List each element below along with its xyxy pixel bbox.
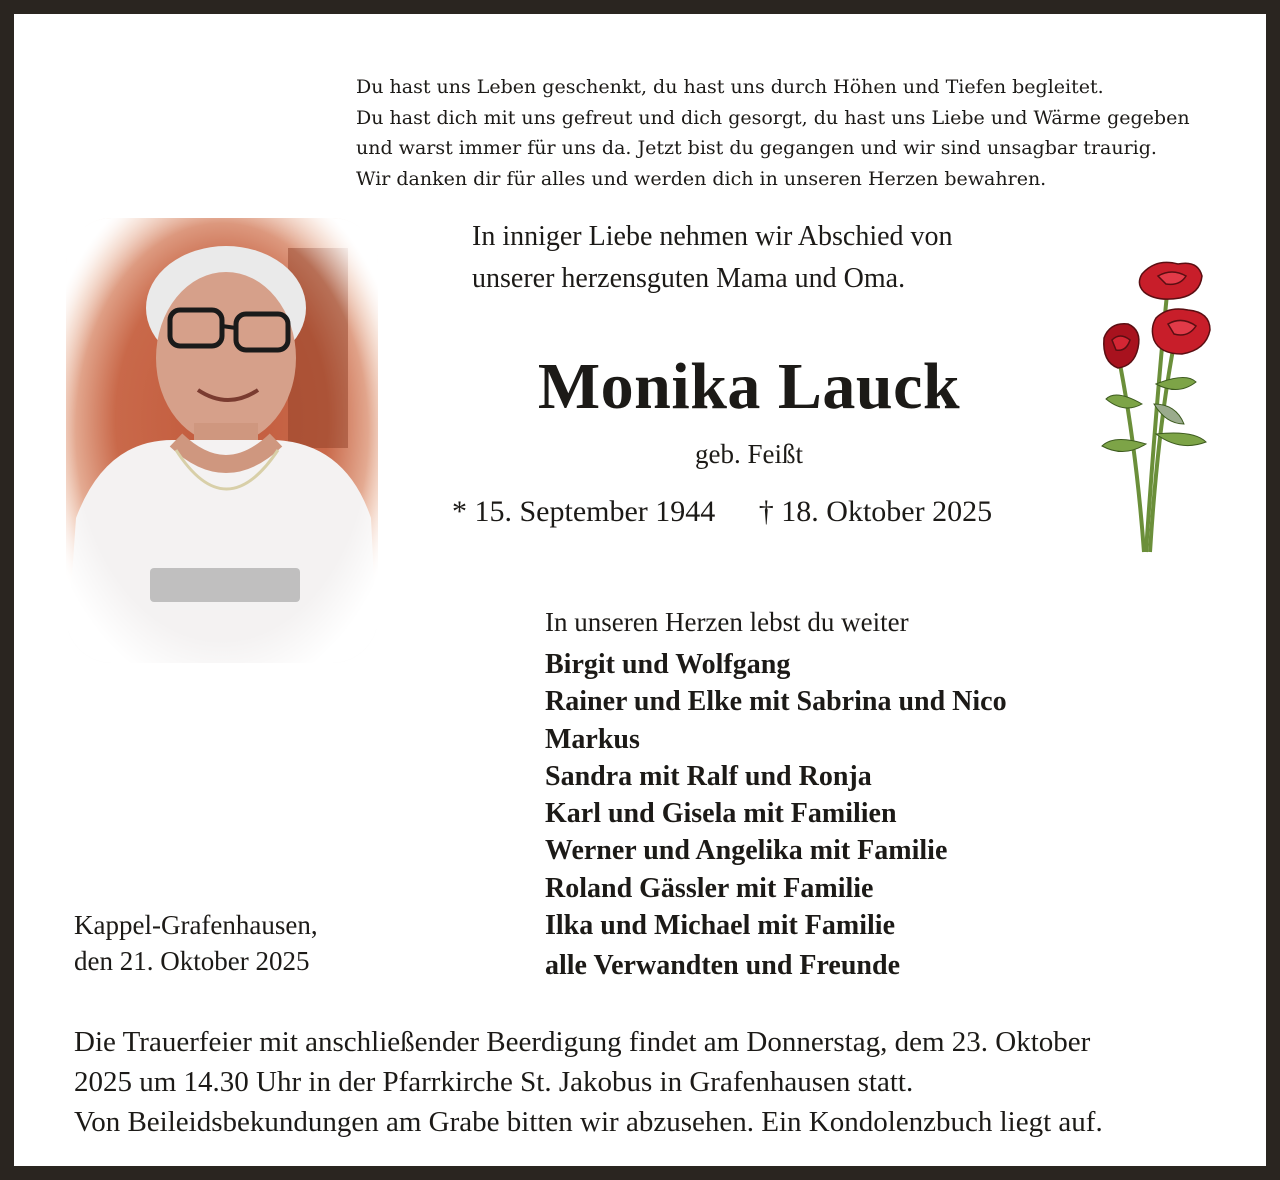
poem	[356, 72, 1256, 194]
mourner-name: Rainer und Elke mit Sabrina und Nico	[545, 686, 1007, 718]
intro-line: In inniger Liebe nehmen wir Abschied von	[472, 221, 953, 252]
notice-date: den 21. Oktober 2025	[74, 946, 310, 976]
mourner-name: alle Verwandten und Freunde	[545, 950, 900, 982]
mourner-name: Markus	[545, 723, 640, 755]
mourner-name: Ilka und Michael mit Familie	[545, 910, 895, 942]
mourners-heading: In unseren Herzen lebst du weiter	[545, 607, 909, 637]
mourner-name: Karl und Gisela mit Familien	[545, 798, 897, 830]
mourners-list	[545, 646, 1245, 985]
poem-line: Du hast dich mit uns gefreut und dich gesorgt, du hast uns Liebe und Wärme gegeben	[356, 106, 1190, 129]
life-dates	[452, 490, 1072, 534]
service-line: 2025 um 14.30 Uhr in der Pfarrkirche St. Jakobus in Grafenhausen statt.	[74, 1066, 914, 1098]
place: Kappel-Grafenhausen,	[74, 910, 318, 940]
mourner-name: Werner und Angelika mit Familie	[545, 835, 948, 867]
service-line: Von Beileidsbekundungen am Grabe bitten wir abzusehen. Ein Kondolenzbuch liegt auf.	[74, 1106, 1103, 1138]
poem-line: Du hast uns Leben geschenkt, du hast uns durch Höhen und Tiefen begleitet.	[356, 76, 1104, 98]
poem-line: und warst immer für uns da. Jetzt bist du gegangen und wir sind unsagbar traurig.	[356, 137, 1157, 159]
birth-date: * 15. September 1944	[452, 495, 716, 528]
rose-icon	[1096, 254, 1216, 564]
intro-text	[472, 216, 1092, 300]
poem-line: Wir danken dir für alles und werden dich in unseren Herzen bewahren.	[356, 167, 1047, 190]
portrait-photo	[66, 218, 378, 663]
mourner-name: Birgit und Wolfgang	[545, 649, 791, 680]
place-date	[74, 907, 494, 979]
service-info	[74, 1022, 1254, 1142]
mourner-name: Roland Gässler mit Familie	[545, 872, 874, 904]
mourner-name: Sandra mit Ralf und Ronja	[545, 760, 872, 792]
intro-line: unserer herzensguten Mama und Oma.	[472, 263, 906, 294]
deceased-name: Monika Lauck	[537, 350, 961, 423]
service-line: Die Trauerfeier mit anschließender Beerdigung findet am Donnerstag, dem 23. Oktober	[74, 1026, 1091, 1058]
maiden-name: geb. Feißt	[695, 439, 803, 469]
death-date: † 18. Oktober 2025	[758, 495, 993, 528]
